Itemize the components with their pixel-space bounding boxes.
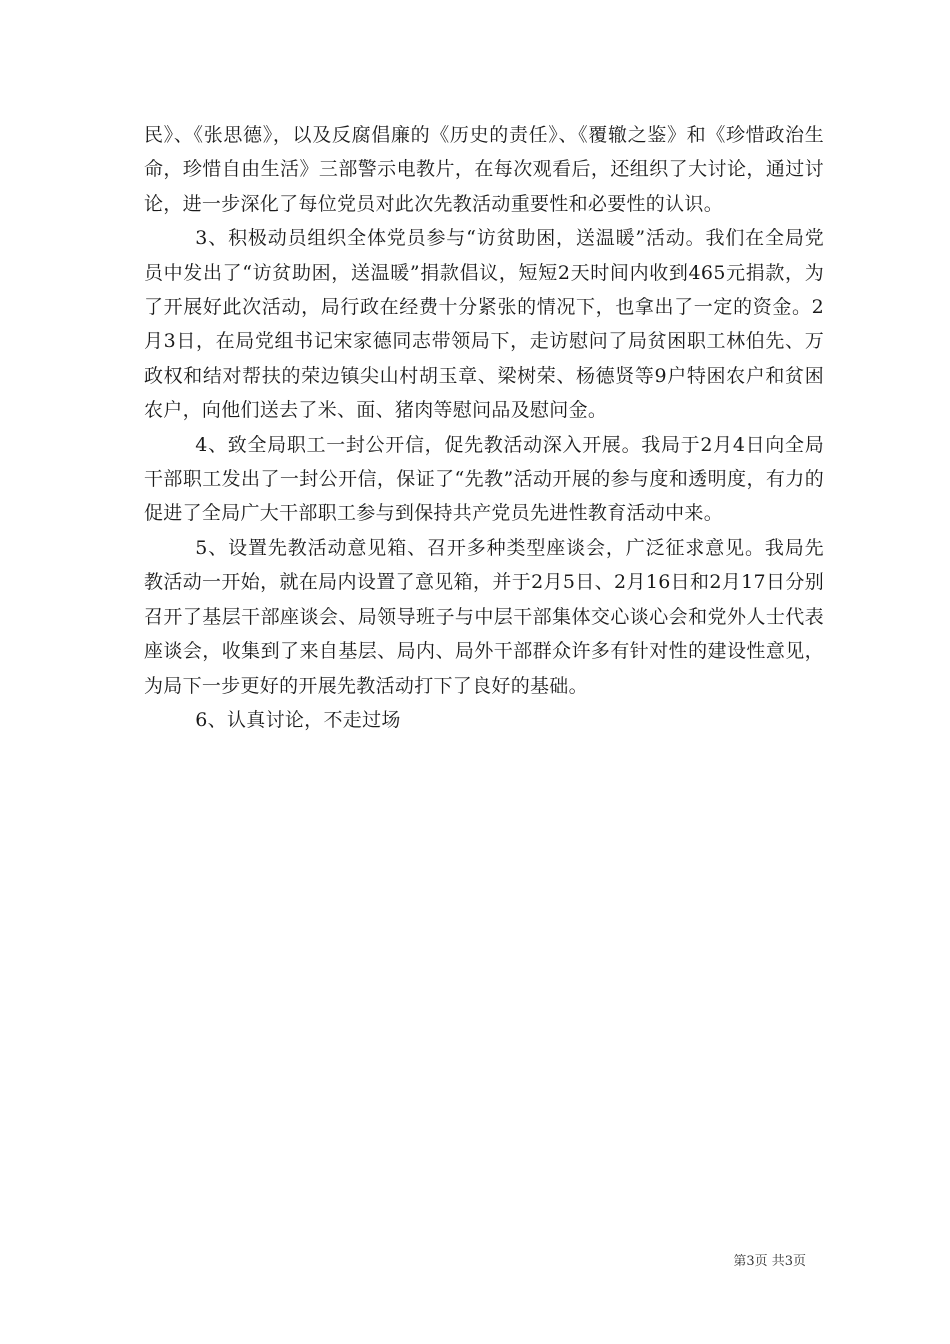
document-body bbox=[144, 118, 824, 737]
paragraph-item-6: 6、认真讨论，不走过场 bbox=[195, 708, 401, 731]
paragraph-continuation: 民》、《张思德》，以及反腐倡廉的《历史的责任》、《覆辙之鉴》和《珍惜政治生命，珍惜自由生活》三部警示电教片，在每次观看后，还组织了大讨论，通过讨论，进一步深化了每位党员对此次先教活动重要性和必要性的认识。 bbox=[144, 124, 824, 215]
paragraph-item-3: 3、积极动员组织全体党员参与“访贫助困，送温暖”活动。我们在全局党员中发出了“访贫助困，送温暖”捐款倡议，短短2天时间内收到465元捐款，为了开展好此次活动，局行政在经费十分紧张的情况下，也拿出了一定的资金。2月3日，在局党组书记宋家德同志带领局下，走访慰问了局贫困职工林伯先、万政权和结对帮扶的荣边镇尖山村胡玉章、梁树荣、杨德贤等9户特困农户和贫困农户，向他们送去了米、面、猪肉等慰问品及慰问金。 bbox=[144, 227, 824, 422]
paragraph-item-4: 4、致全局职工一封公开信，促先教活动深入开展。我局于2月4日向全局干部职工发出了一封公开信，保证了“先教”活动开展的参与度和透明度，有力的促进了全局广大干部职工参与到保持共产党员先进性教育活动中来。 bbox=[144, 433, 824, 525]
page-number-footer: 第3页 共3页 bbox=[733, 1254, 806, 1269]
paragraph-item-5: 5、设置先教活动意见箱、召开多种类型座谈会，广泛征求意见。我局先教活动一开始，就在局内设置了意见箱，并于2月5日、2月16日和2月17日分别召开了基层干部座谈会、局领导班子与中层干部集体交心谈心会和党外人士代表座谈会，收集到了来自基层、局内、局外干部群众许多有针对性的建设性意见，为局下一步更好的开展先教活动打下了良好的基础。 bbox=[144, 536, 824, 697]
